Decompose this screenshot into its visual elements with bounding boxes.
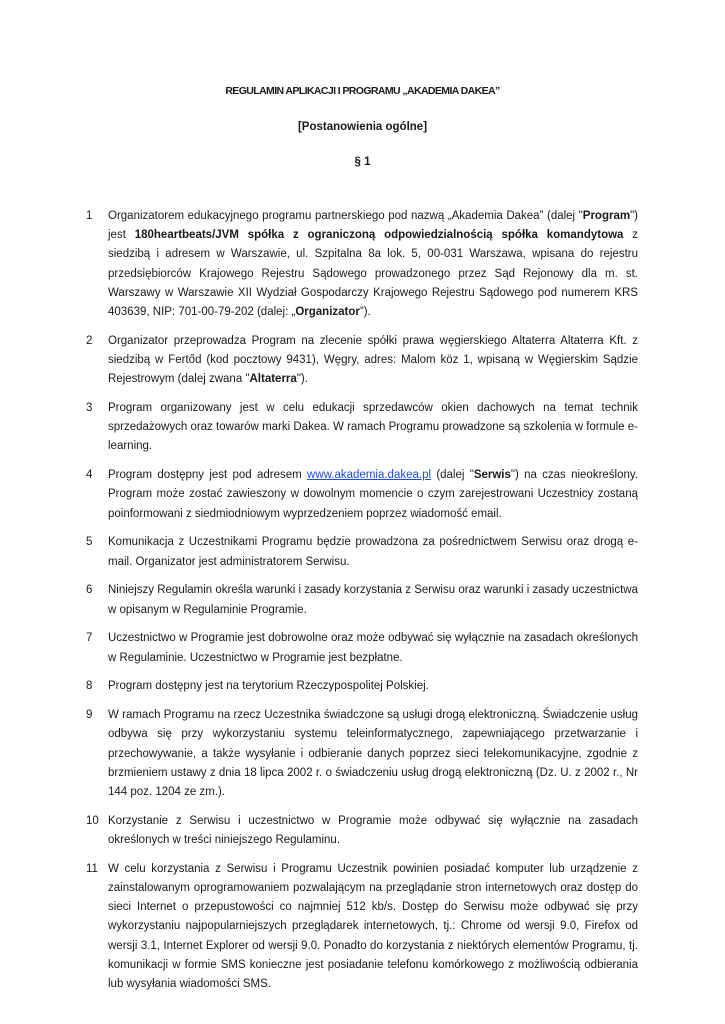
list-item xyxy=(86,860,638,994)
text-run: Program dostępny jest pod adresem xyxy=(108,469,308,482)
list-item-text xyxy=(108,332,638,390)
list-item xyxy=(86,399,638,457)
list-item xyxy=(86,207,638,322)
list-item xyxy=(86,677,638,696)
text-run: Organizator przeprowadza Program na zlecenie spółki prawa węgierskiego Altaterra Altaterra Kft. z siedzibą w Fertőd (kod pocztowy 9431), Węgry, adres: Malom köz 1, wpisaną w Węgierskim Sądzie Rejestrowym (dalej zwana " xyxy=(108,334,638,386)
numbered-paragraph-list xyxy=(86,207,638,1004)
list-item-number: 10 xyxy=(86,814,99,827)
list-item xyxy=(86,812,638,850)
text-run: Komunikacja z Uczestnikami Programu będzie prowadzona za pośrednictwem Serwisu oraz drogą e-mail. Organizator jest administratorem Serwisu. xyxy=(108,536,638,568)
list-item-number: 3 xyxy=(86,402,93,415)
list-item xyxy=(86,706,638,802)
list-item-text xyxy=(108,581,638,619)
bold-term: Altaterra xyxy=(249,373,297,386)
list-item-text xyxy=(108,399,638,457)
list-item-text xyxy=(108,706,638,802)
list-item-text xyxy=(108,533,638,571)
text-run: (dalej " xyxy=(431,469,474,482)
document-title: REGULAMIN APLIKACJI I PROGRAMU „AKADEMIA DAKEA” xyxy=(225,85,500,97)
list-item-number: 1 xyxy=(86,210,93,222)
text-run: Program dostępny jest na terytorium Rzeczypospolitej Polskiej. xyxy=(108,680,429,693)
bold-term: 180heartbeats/JVM spółka z ograniczoną odpowiedzialnością spółka komandytowa xyxy=(134,229,624,242)
list-item-text xyxy=(108,860,638,994)
bold-term: Organizator xyxy=(295,306,360,319)
text-run: Organizatorem edukacyjnego programu partnerskiego pod nazwą „Akademia Dakea” (dalej " xyxy=(108,210,583,222)
list-item xyxy=(86,466,638,524)
text-run: ") na czas nieokreślony. Program może zostać zawieszony w dowolnym momencie o czym zarejestrowani Uczestnicy zostaną poinformowani z siedmiodniowym wyprzedzeniem poprzez wiadomość email. xyxy=(108,469,638,520)
list-item-number: 5 xyxy=(86,536,93,549)
section-heading: [Postanowienia ogólne] xyxy=(297,121,428,133)
list-item xyxy=(86,332,638,390)
list-item-number: 9 xyxy=(86,709,93,722)
list-item-text xyxy=(108,207,638,322)
bold-term: Serwis xyxy=(473,469,511,482)
list-item-number: 7 xyxy=(86,632,93,645)
list-item xyxy=(86,581,638,619)
text-run: Korzystanie z Serwisu i uczestnictwo w Programie może odbywać się wyłącznie na zasadach określonych w treści niniejszego Regulaminu. xyxy=(108,814,638,847)
text-run: Uczestnictwo w Programie jest dobrowolne oraz może odbywać się wyłącznie na zasadach określonych w Regulaminie. Uczestnictwo w Programie jest bezpłatne. xyxy=(108,632,638,664)
text-run: Program organizowany jest w celu edukacji sprzedawców okien dachowych na temat technik sprzedażowych oraz towarów marki Dakea. W ramach Programu prowadzone są szkolenia w formule e-learning. xyxy=(108,402,638,453)
text-run: ”). xyxy=(359,306,371,319)
list-item xyxy=(86,629,638,667)
list-item-number: 8 xyxy=(86,680,93,693)
website-link[interactable]: www.akademia.dakea.pl xyxy=(307,469,432,482)
list-item-text xyxy=(108,812,638,850)
bold-term: Program xyxy=(582,210,631,222)
text-run: W ramach Programu na rzecz Uczestnika świadczone są usługi drogą elektroniczną. Świadczenie usług odbywa się przy wykorzystaniu systemu teleinformatycznego, zapewniającego przetwarzanie i przechowywanie, a także wysyłanie i odbieranie danych poprzez sieci telekomunikacyjne, zgodnie z brzmieniem ustawy z dnia 18 lipca 2002 r. o świadczeniu usług drogą elektroniczną (Dz. U. z 2002 r., Nr 144 poz. 1204 ze zm.). xyxy=(108,709,638,799)
list-item xyxy=(86,533,638,571)
list-item-number: 2 xyxy=(86,334,93,347)
list-item-text xyxy=(108,629,638,667)
paragraph-symbol-heading: § 1 xyxy=(354,156,371,168)
text-run: Niniejszy Regulamin określa warunki i zasady korzystania z Serwisu oraz warunki i zasady uczestnictwa w opisanym w Regulaminie Programie. xyxy=(108,584,638,616)
list-item-number: 4 xyxy=(86,469,93,482)
list-item-number: 11 xyxy=(86,862,98,875)
list-item-text xyxy=(108,466,638,524)
text-run: "). xyxy=(296,373,308,386)
text-run: ") jest xyxy=(108,210,638,242)
text-run: z siedzibą i adresem w Warszawie, ul. Szpitalna 8a lok. 5, 00-031 Warszawa, wpisana do rejestru przedsiębiorców Krajowego Rejestru Sądowego prowadzonego przez Sąd Rejonowy dla m. st. Warszawy w Warszawie XII Wydział Gospodarczy Krajowego Rejestru Sądowego pod numerem KRS 403639, NIP: 701-00-79-202 (dalej: „ xyxy=(108,229,638,319)
text-run: W celu korzystania z Serwisu i Programu Uczestnik powinien posiadać komputer lub urządzenie z zainstalowanym oprogramowaniem pozwalającym na przeglądanie stron internetowych oraz dostęp do sieci Internet o przepustowości co najmniej 512 kb/s. Dostęp do Serwisu może odbywać się przy wykorzystaniu najpopularniejszych przeglądarek internetowych, tj.: Chrome od wersji 9.0, Firefox od wersji 3.1, Internet Explorer od wersji 9.0. Ponadto do korzystania z niektórych elementów Programu, tj. komunikacji w formie SMS konieczne jest posiadanie telefonu komórkowego z możliwością odbierania lub wysyłania wiadomości SMS. xyxy=(108,862,638,991)
list-item-text xyxy=(108,677,638,696)
list-item-number: 6 xyxy=(86,584,93,597)
